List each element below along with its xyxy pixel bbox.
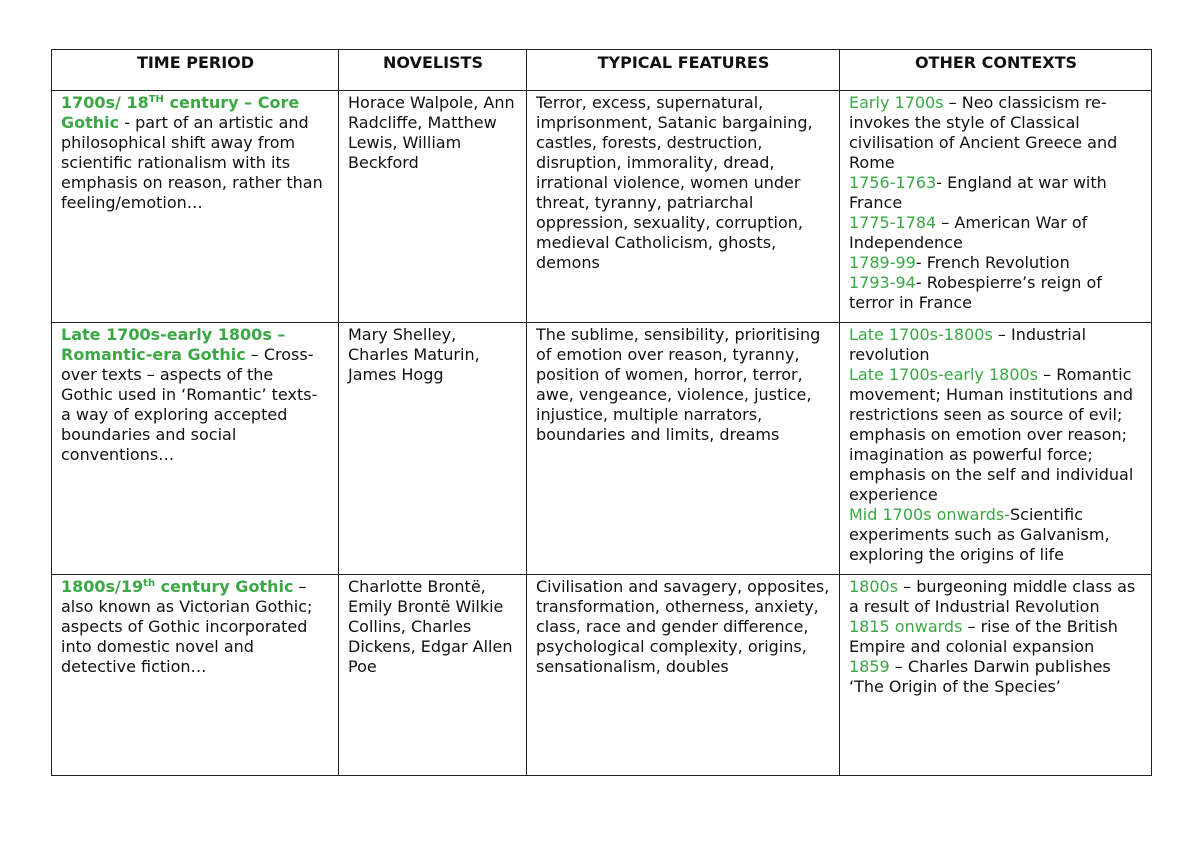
features-cell: Terror, excess, supernatural, imprisonment, Satanic bargaining, castles, forests, destruction, disruption, immorality, dread, irrational violence, women under threat, tyranny, patriarchal oppression, sexuality, corruption, medieval Catholicism, ghosts, demons	[527, 91, 840, 323]
period-description: – also known as Victorian Gothic; aspects of Gothic incorporated into domestic novel and detective fiction…	[61, 577, 313, 676]
table-row	[52, 91, 1152, 323]
table-row	[52, 575, 1152, 776]
gothic-timeline-table	[51, 49, 1152, 776]
table-row	[52, 323, 1152, 575]
context-entry: 1815 onwards – rise of the British Empire and colonial expansion	[849, 617, 1118, 656]
period-cell	[52, 91, 339, 323]
novelists-cell: Charlotte Brontë, Emily Brontë Wilkie Collins, Charles Dickens, Edgar Allen Poe	[339, 575, 527, 776]
context-entry: 1756-1763- England at war with France	[849, 173, 1107, 212]
header-time-period: TIME PERIOD	[52, 50, 339, 91]
period-title: Late 1700s-early 1800s – Romantic-era Gothic	[61, 325, 286, 364]
contexts-cell	[840, 575, 1152, 776]
context-entry: 1789-99- French Revolution	[849, 253, 1070, 272]
features-cell: The sublime, sensibility, prioritising of emotion over reason, tyranny, position of women, horror, terror, awe, vengeance, violence, justice, injustice, multiple narrators, boundaries and limits, dreams	[527, 323, 840, 575]
period-title: 1800s/19th century Gothic	[61, 577, 294, 596]
period-description: - part of an artistic and philosophical shift away from scientific rationalism with its emphasis on reason, rather than feeling/emotion…	[61, 113, 323, 212]
header-novelists: NOVELISTS	[339, 50, 527, 91]
context-entry: 1793-94- Robespierre’s reign of terror in France	[849, 273, 1102, 312]
context-entry: Late 1700s-early 1800s – Romantic movement; Human institutions and restrictions seen as source of evil; emphasis on emotion over reason; imagination as powerful force; emphasis on the self and individual experience	[849, 365, 1134, 504]
contexts-cell	[840, 91, 1152, 323]
features-cell: Civilisation and savagery, opposites, transformation, otherness, anxiety, class, race and gender difference, psychological complexity, origins, sensationalism, doubles	[527, 575, 840, 776]
period-title: 1700s/ 18TH century – Core Gothic	[61, 93, 300, 132]
context-entry: Late 1700s-1800s – Industrial revolution	[849, 325, 1087, 364]
context-entry: 1800s – burgeoning middle class as a result of Industrial Revolution	[849, 577, 1136, 616]
contexts-cell	[840, 323, 1152, 575]
novelists-cell: Horace Walpole, Ann Radcliffe, Matthew Lewis, William Beckford	[339, 91, 527, 323]
period-cell	[52, 575, 339, 776]
header-typical-features: TYPICAL FEATURES	[527, 50, 840, 91]
header-row	[52, 50, 1152, 91]
context-entry: 1859 – Charles Darwin publishes ‘The Origin of the Species’	[849, 657, 1111, 696]
header-other-contexts: OTHER CONTEXTS	[840, 50, 1152, 91]
context-entry: Early 1700s – Neo classicism re-invokes the style of Classical civilisation of Ancient Greece and Rome	[849, 93, 1118, 172]
context-entry: Mid 1700s onwards-Scientific experiments such as Galvanism, exploring the origins of life	[849, 505, 1110, 564]
period-description: – Cross-over texts – aspects of the Gothic used in ‘Romantic’ texts- a way of exploring accepted boundaries and social conventions…	[61, 345, 318, 464]
novelists-cell: Mary Shelley, Charles Maturin, James Hogg	[339, 323, 527, 575]
context-entry: 1775-1784 – American War of Independence	[849, 213, 1088, 252]
period-cell	[52, 323, 339, 575]
